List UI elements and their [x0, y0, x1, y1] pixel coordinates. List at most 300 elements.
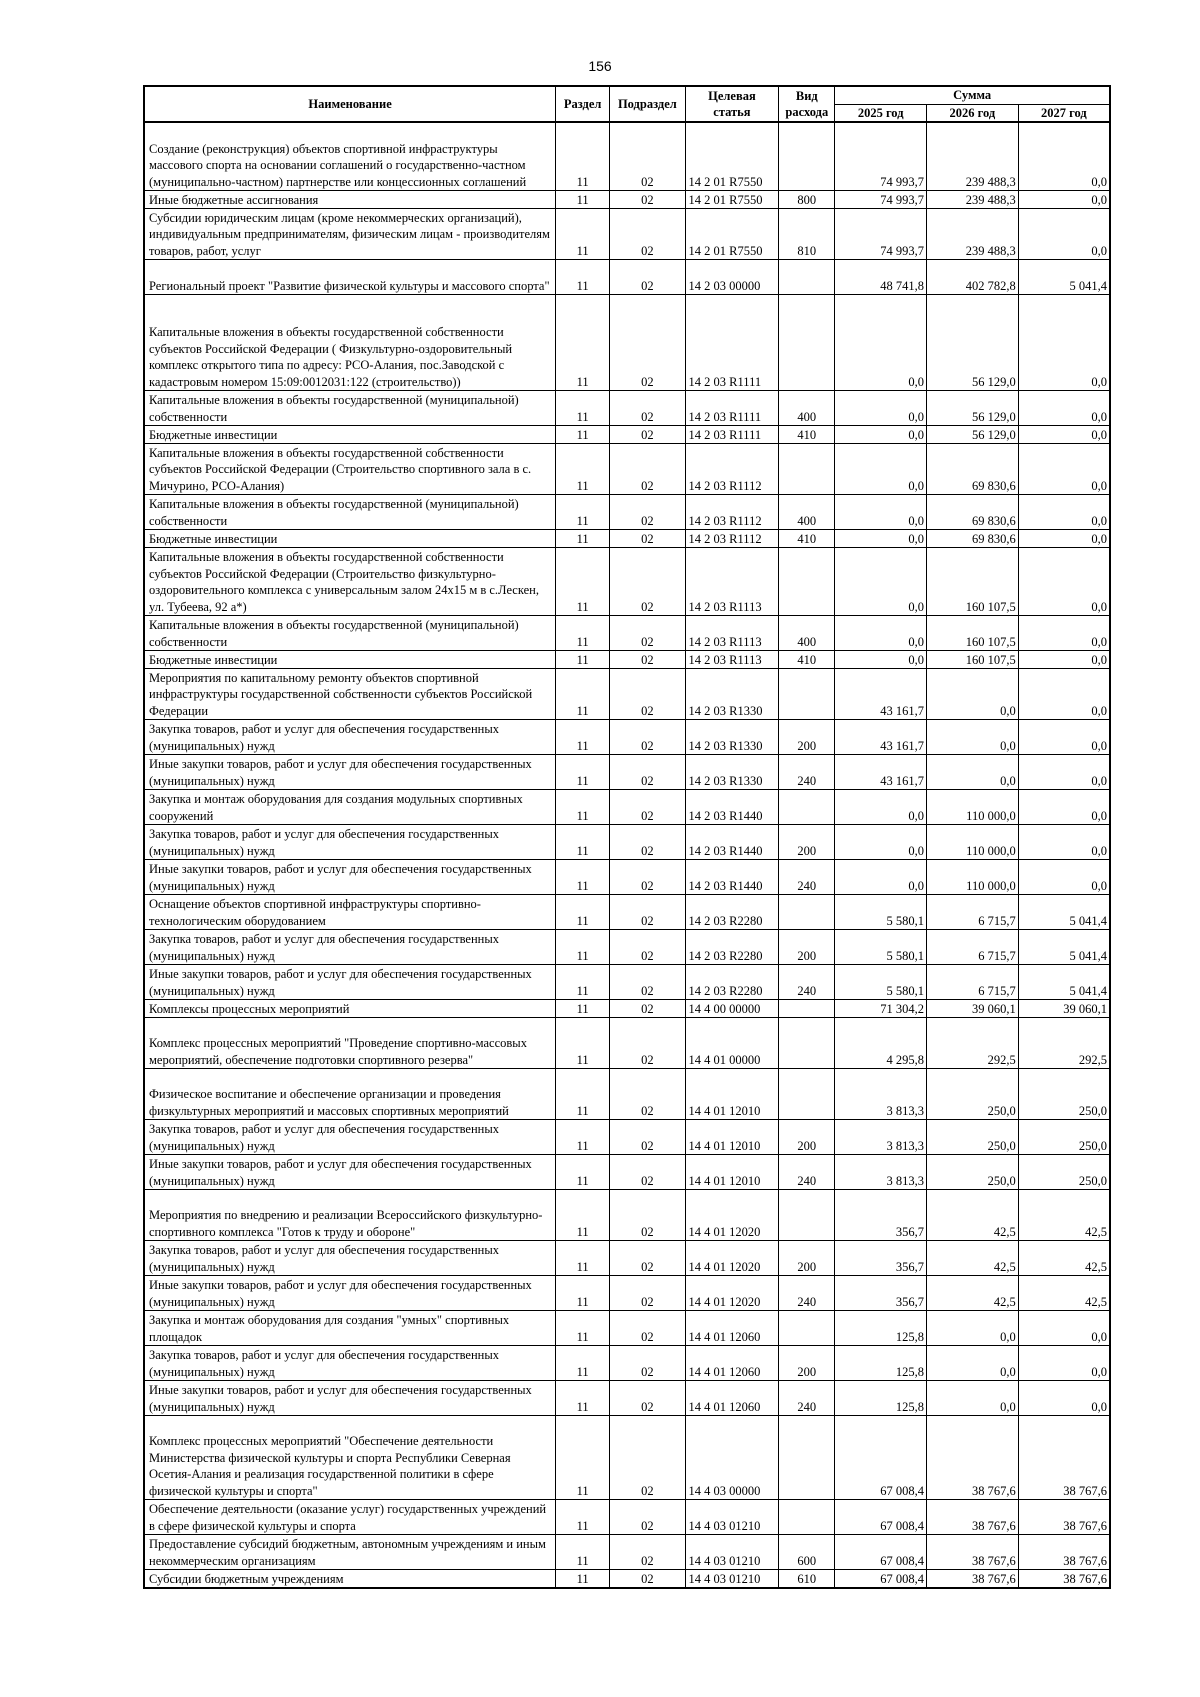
cell-sum-2027: 250,0: [1018, 1069, 1110, 1120]
cell-razdel: 11: [556, 1241, 610, 1276]
table-row: [144, 1120, 1110, 1155]
cell-celevaya-statya: 14 2 03 R1440: [685, 790, 779, 825]
cell-sum-2025: 0,0: [835, 860, 927, 895]
cell-name: Иные закупки товаров, работ и услуг для обеспечения государственных (муниципальных) нужд: [144, 755, 556, 790]
cell-sum-2025: 356,7: [835, 1276, 927, 1311]
cell-sum-2025: 0,0: [835, 444, 927, 495]
table-row: [144, 965, 1110, 1000]
cell-sum-2027: 0,0: [1018, 295, 1110, 391]
cell-sum-2027: 292,5: [1018, 1018, 1110, 1069]
cell-sum-2027: 250,0: [1018, 1120, 1110, 1155]
table-row: [144, 122, 1110, 191]
cell-name: Закупка товаров, работ и услуг для обеспечения государственных (муниципальных) нужд: [144, 720, 556, 755]
cell-sum-2025: 48 741,8: [835, 260, 927, 295]
cell-celevaya-statya: 14 4 03 00000: [685, 1416, 779, 1500]
table-row: [144, 1190, 1110, 1241]
cell-sum-2026: 160 107,5: [927, 651, 1019, 669]
cell-sum-2025: 5 580,1: [835, 965, 927, 1000]
cell-sum-2025: 5 580,1: [835, 930, 927, 965]
cell-sum-2025: 0,0: [835, 426, 927, 444]
cell-celevaya-statya: 14 2 03 R2280: [685, 930, 779, 965]
cell-name: Закупка и монтаж оборудования для создания модульных спортивных сооружений: [144, 790, 556, 825]
table-row: [144, 669, 1110, 720]
cell-sum-2025: 5 580,1: [835, 895, 927, 930]
cell-vid-rashoda: [779, 1000, 835, 1018]
cell-celevaya-statya: 14 4 01 12060: [685, 1346, 779, 1381]
cell-name: Закупка товаров, работ и услуг для обеспечения государственных (муниципальных) нужд: [144, 1346, 556, 1381]
cell-sum-2027: 0,0: [1018, 122, 1110, 191]
cell-sum-2025: 125,8: [835, 1381, 927, 1416]
table-row: [144, 1535, 1110, 1570]
cell-vid-rashoda: [779, 1190, 835, 1241]
cell-name: Комплекс процессных мероприятий "Проведение спортивно-массовых мероприятий, обеспечение подготовки спортивного резерва": [144, 1018, 556, 1069]
table-row: [144, 1311, 1110, 1346]
cell-name: Иные закупки товаров, работ и услуг для обеспечения государственных (муниципальных) нужд: [144, 860, 556, 895]
cell-name: Бюджетные инвестиции: [144, 651, 556, 669]
cell-name: Иные закупки товаров, работ и услуг для обеспечения государственных (муниципальных) нужд: [144, 1155, 556, 1190]
cell-sum-2027: 38 767,6: [1018, 1500, 1110, 1535]
cell-razdel: 11: [556, 530, 610, 548]
table-row: [144, 260, 1110, 295]
cell-razdel: 11: [556, 122, 610, 191]
cell-sum-2025: 0,0: [835, 391, 927, 426]
table-body: [144, 122, 1110, 1588]
header-podrazdel: Подраздел: [610, 86, 685, 122]
cell-podrazdel: 02: [610, 122, 685, 191]
cell-sum-2026: 6 715,7: [927, 930, 1019, 965]
cell-name: Оснащение объектов спортивной инфраструктуры спортивно-технологическим оборудованием: [144, 895, 556, 930]
cell-razdel: 11: [556, 548, 610, 616]
cell-sum-2027: 0,0: [1018, 720, 1110, 755]
cell-podrazdel: 02: [610, 1416, 685, 1500]
cell-razdel: 11: [556, 1155, 610, 1190]
cell-celevaya-statya: 14 2 03 R1113: [685, 651, 779, 669]
cell-celevaya-statya: 14 4 01 12010: [685, 1120, 779, 1155]
cell-name: Капитальные вложения в объекты государственной (муниципальной) собственности: [144, 495, 556, 530]
cell-name: Создание (реконструкция) объектов спортивной инфраструктуры массового спорта на основании соглашений о государственно-частном (муниципально-частном) партнерстве или концессионных соглашений: [144, 122, 556, 191]
table-row: [144, 651, 1110, 669]
cell-podrazdel: 02: [610, 260, 685, 295]
cell-celevaya-statya: 14 2 03 R1112: [685, 495, 779, 530]
cell-sum-2026: 292,5: [927, 1018, 1019, 1069]
cell-podrazdel: 02: [610, 651, 685, 669]
cell-celevaya-statya: 14 4 01 12060: [685, 1381, 779, 1416]
cell-vid-rashoda: 600: [779, 1535, 835, 1570]
cell-sum-2025: 356,7: [835, 1190, 927, 1241]
header-name: Наименование: [144, 86, 556, 122]
cell-sum-2025: 0,0: [835, 295, 927, 391]
cell-podrazdel: 02: [610, 965, 685, 1000]
cell-celevaya-statya: 14 4 01 12020: [685, 1190, 779, 1241]
header-razdel: Раздел: [556, 86, 610, 122]
cell-sum-2027: 0,0: [1018, 1381, 1110, 1416]
cell-podrazdel: 02: [610, 1018, 685, 1069]
cell-sum-2027: 0,0: [1018, 548, 1110, 616]
cell-vid-rashoda: [779, 444, 835, 495]
cell-podrazdel: 02: [610, 930, 685, 965]
table-row: [144, 616, 1110, 651]
cell-sum-2026: 42,5: [927, 1276, 1019, 1311]
cell-sum-2025: 67 008,4: [835, 1570, 927, 1589]
cell-sum-2027: 39 060,1: [1018, 1000, 1110, 1018]
cell-sum-2026: 69 830,6: [927, 530, 1019, 548]
cell-name: Физическое воспитание и обеспечение организации и проведения физкультурных мероприятий и массовых спортивных мероприятий: [144, 1069, 556, 1120]
cell-sum-2025: 74 993,7: [835, 209, 927, 260]
cell-vid-rashoda: 240: [779, 965, 835, 1000]
cell-celevaya-statya: 14 4 01 12020: [685, 1276, 779, 1311]
budget-table: [143, 85, 1111, 1589]
cell-sum-2026: 38 767,6: [927, 1535, 1019, 1570]
cell-celevaya-statya: 14 4 01 12010: [685, 1069, 779, 1120]
cell-razdel: 11: [556, 1069, 610, 1120]
cell-razdel: 11: [556, 1381, 610, 1416]
cell-sum-2026: 239 488,3: [927, 191, 1019, 209]
cell-sum-2027: 0,0: [1018, 1346, 1110, 1381]
cell-name: Закупка и монтаж оборудования для создания "умных" спортивных площадок: [144, 1311, 556, 1346]
cell-celevaya-statya: 14 4 01 12010: [685, 1155, 779, 1190]
cell-vid-rashoda: 240: [779, 860, 835, 895]
cell-sum-2026: 56 129,0: [927, 426, 1019, 444]
cell-podrazdel: 02: [610, 720, 685, 755]
table-header: [144, 86, 1110, 122]
cell-name: Иные закупки товаров, работ и услуг для обеспечения государственных (муниципальных) нужд: [144, 1381, 556, 1416]
table-row: [144, 860, 1110, 895]
cell-sum-2026: 0,0: [927, 720, 1019, 755]
cell-sum-2027: 42,5: [1018, 1190, 1110, 1241]
cell-name: Иные закупки товаров, работ и услуг для обеспечения государственных (муниципальных) нужд: [144, 965, 556, 1000]
cell-vid-rashoda: [779, 260, 835, 295]
cell-razdel: 11: [556, 616, 610, 651]
cell-podrazdel: 02: [610, 1155, 685, 1190]
cell-sum-2025: 0,0: [835, 495, 927, 530]
cell-razdel: 11: [556, 191, 610, 209]
cell-sum-2026: 39 060,1: [927, 1000, 1019, 1018]
cell-vid-rashoda: 810: [779, 209, 835, 260]
table-row: [144, 295, 1110, 391]
cell-name: Закупка товаров, работ и услуг для обеспечения государственных (муниципальных) нужд: [144, 930, 556, 965]
cell-sum-2025: 0,0: [835, 616, 927, 651]
table-row: [144, 1570, 1110, 1589]
cell-razdel: 11: [556, 651, 610, 669]
cell-sum-2027: 5 041,4: [1018, 930, 1110, 965]
cell-celevaya-statya: 14 2 03 R1330: [685, 720, 779, 755]
cell-podrazdel: 02: [610, 1381, 685, 1416]
table-row: [144, 1416, 1110, 1500]
cell-razdel: 11: [556, 444, 610, 495]
cell-sum-2025: 71 304,2: [835, 1000, 927, 1018]
cell-sum-2026: 110 000,0: [927, 790, 1019, 825]
cell-sum-2025: 4 295,8: [835, 1018, 927, 1069]
cell-name: Предоставление субсидий бюджетным, автономным учреждениям и иным некоммерческим организациям: [144, 1535, 556, 1570]
cell-vid-rashoda: [779, 1069, 835, 1120]
cell-podrazdel: 02: [610, 1120, 685, 1155]
cell-sum-2025: 0,0: [835, 790, 927, 825]
cell-name: Обеспечение деятельности (оказание услуг) государственных учреждений в сфере физической культуры и спорта: [144, 1500, 556, 1535]
cell-razdel: 11: [556, 720, 610, 755]
cell-sum-2026: 0,0: [927, 1381, 1019, 1416]
cell-celevaya-statya: 14 2 03 R1330: [685, 669, 779, 720]
cell-sum-2026: 250,0: [927, 1069, 1019, 1120]
cell-name: Закупка товаров, работ и услуг для обеспечения государственных (муниципальных) нужд: [144, 825, 556, 860]
cell-podrazdel: 02: [610, 1190, 685, 1241]
cell-sum-2026: 0,0: [927, 1346, 1019, 1381]
cell-celevaya-statya: 14 2 03 R1440: [685, 860, 779, 895]
cell-celevaya-statya: 14 2 03 R1112: [685, 444, 779, 495]
cell-vid-rashoda: 200: [779, 825, 835, 860]
cell-name: Капитальные вложения в объекты государственной собственности субъектов Российской Федерации (Строительство спортивного зала в с. Мичурино, РСО-Алания): [144, 444, 556, 495]
cell-sum-2027: 0,0: [1018, 391, 1110, 426]
cell-sum-2026: 38 767,6: [927, 1500, 1019, 1535]
cell-sum-2027: 0,0: [1018, 825, 1110, 860]
table-row: [144, 755, 1110, 790]
table-row: [144, 444, 1110, 495]
cell-sum-2025: 43 161,7: [835, 669, 927, 720]
cell-razdel: 11: [556, 965, 610, 1000]
cell-sum-2026: 110 000,0: [927, 860, 1019, 895]
cell-sum-2027: 0,0: [1018, 860, 1110, 895]
table-row: [144, 209, 1110, 260]
table-row: [144, 530, 1110, 548]
cell-celevaya-statya: 14 2 03 R1111: [685, 295, 779, 391]
cell-name: Иные закупки товаров, работ и услуг для обеспечения государственных (муниципальных) нужд: [144, 1276, 556, 1311]
header-vid-rashoda: Вид расхода: [779, 86, 835, 122]
table-row: [144, 495, 1110, 530]
cell-celevaya-statya: 14 2 03 R1111: [685, 426, 779, 444]
cell-sum-2026: 42,5: [927, 1241, 1019, 1276]
cell-celevaya-statya: 14 2 03 R1112: [685, 530, 779, 548]
cell-sum-2026: 56 129,0: [927, 295, 1019, 391]
cell-podrazdel: 02: [610, 860, 685, 895]
cell-razdel: 11: [556, 1500, 610, 1535]
cell-celevaya-statya: 14 4 00 00000: [685, 1000, 779, 1018]
cell-razdel: 11: [556, 1311, 610, 1346]
cell-name: Комплексы процессных мероприятий: [144, 1000, 556, 1018]
cell-vid-rashoda: 240: [779, 1155, 835, 1190]
cell-name: Капитальные вложения в объекты государственной (муниципальной) собственности: [144, 616, 556, 651]
cell-name: Субсидии бюджетным учреждениям: [144, 1570, 556, 1589]
cell-razdel: 11: [556, 1570, 610, 1589]
cell-vid-rashoda: [779, 1500, 835, 1535]
cell-vid-rashoda: 410: [779, 426, 835, 444]
cell-podrazdel: 02: [610, 790, 685, 825]
cell-razdel: 11: [556, 1346, 610, 1381]
table-row: [144, 825, 1110, 860]
table-row: [144, 1155, 1110, 1190]
table-row: [144, 391, 1110, 426]
cell-sum-2027: 0,0: [1018, 1311, 1110, 1346]
page-number: 156: [588, 58, 612, 74]
cell-vid-rashoda: [779, 122, 835, 191]
cell-name: Иные бюджетные ассигнования: [144, 191, 556, 209]
cell-vid-rashoda: 800: [779, 191, 835, 209]
cell-vid-rashoda: [779, 295, 835, 391]
cell-sum-2026: 69 830,6: [927, 495, 1019, 530]
cell-sum-2026: 0,0: [927, 1311, 1019, 1346]
cell-vid-rashoda: 200: [779, 930, 835, 965]
cell-sum-2025: 3 813,3: [835, 1069, 927, 1120]
cell-razdel: 11: [556, 1276, 610, 1311]
cell-sum-2027: 0,0: [1018, 651, 1110, 669]
cell-celevaya-statya: 14 2 01 R7550: [685, 122, 779, 191]
cell-name: Капитальные вложения в объекты государственной собственности субъектов Российской Федерации ( Физкультурно-оздоровительный комплекс открытого типа по адресу: РСО-Алания, пос.Заводской с кадастровым номером 15:09:0012031:122 (строительство)): [144, 295, 556, 391]
cell-podrazdel: 02: [610, 669, 685, 720]
cell-razdel: 11: [556, 895, 610, 930]
table-row: [144, 1241, 1110, 1276]
cell-sum-2026: 6 715,7: [927, 965, 1019, 1000]
table-row: [144, 895, 1110, 930]
cell-name: Капитальные вложения в объекты государственной собственности субъектов Российской Федерации (Строительство физкультурно-оздоровительного комплекса с универсальным залом 24х15 м в с.Лескен, ул. Тубеева, 92 а*): [144, 548, 556, 616]
cell-sum-2027: 42,5: [1018, 1241, 1110, 1276]
cell-celevaya-statya: 14 2 03 R1440: [685, 825, 779, 860]
cell-vid-rashoda: [779, 548, 835, 616]
cell-name: Бюджетные инвестиции: [144, 530, 556, 548]
cell-sum-2025: 3 813,3: [835, 1155, 927, 1190]
header-celevaya-statya: Целевая статья: [685, 86, 779, 122]
cell-sum-2025: 356,7: [835, 1241, 927, 1276]
cell-sum-2027: 0,0: [1018, 669, 1110, 720]
cell-sum-2026: 250,0: [927, 1155, 1019, 1190]
cell-razdel: 11: [556, 755, 610, 790]
table-row: [144, 930, 1110, 965]
cell-vid-rashoda: 200: [779, 720, 835, 755]
cell-name: Мероприятия по капитальному ремонту объектов спортивной инфраструктуры государственной собственности субъектов Российской Федерации: [144, 669, 556, 720]
table-row: [144, 790, 1110, 825]
cell-podrazdel: 02: [610, 426, 685, 444]
cell-sum-2027: 5 041,4: [1018, 895, 1110, 930]
cell-celevaya-statya: 14 4 03 01210: [685, 1535, 779, 1570]
cell-sum-2027: 0,0: [1018, 191, 1110, 209]
cell-razdel: 11: [556, 825, 610, 860]
cell-sum-2025: 125,8: [835, 1346, 927, 1381]
cell-celevaya-statya: 14 4 01 12060: [685, 1311, 779, 1346]
cell-sum-2027: 42,5: [1018, 1276, 1110, 1311]
cell-razdel: 11: [556, 426, 610, 444]
cell-podrazdel: 02: [610, 548, 685, 616]
cell-sum-2025: 3 813,3: [835, 1120, 927, 1155]
cell-razdel: 11: [556, 860, 610, 895]
cell-sum-2027: 38 767,6: [1018, 1570, 1110, 1589]
cell-sum-2025: 0,0: [835, 530, 927, 548]
cell-sum-2025: 43 161,7: [835, 720, 927, 755]
cell-sum-2026: 250,0: [927, 1120, 1019, 1155]
cell-name: Региональный проект "Развитие физической культуры и массового спорта": [144, 260, 556, 295]
table-row: [144, 1346, 1110, 1381]
cell-vid-rashoda: [779, 790, 835, 825]
table-row: [144, 548, 1110, 616]
header-year-2025: 2025 год: [835, 104, 927, 122]
cell-razdel: 11: [556, 391, 610, 426]
cell-podrazdel: 02: [610, 1535, 685, 1570]
cell-vid-rashoda: 200: [779, 1241, 835, 1276]
cell-sum-2027: 0,0: [1018, 790, 1110, 825]
cell-vid-rashoda: 410: [779, 651, 835, 669]
cell-sum-2026: 160 107,5: [927, 548, 1019, 616]
cell-podrazdel: 02: [610, 191, 685, 209]
cell-vid-rashoda: 400: [779, 391, 835, 426]
cell-sum-2026: 160 107,5: [927, 616, 1019, 651]
cell-sum-2026: 38 767,6: [927, 1570, 1019, 1589]
cell-sum-2026: 69 830,6: [927, 444, 1019, 495]
cell-vid-rashoda: 400: [779, 616, 835, 651]
cell-name: Мероприятия по внедрению и реализации Всероссийского физкультурно-спортивного комплекса "Готов к труду и обороне": [144, 1190, 556, 1241]
cell-celevaya-statya: 14 2 03 R1111: [685, 391, 779, 426]
cell-sum-2025: 74 993,7: [835, 191, 927, 209]
cell-name: Капитальные вложения в объекты государственной (муниципальной) собственности: [144, 391, 556, 426]
cell-celevaya-statya: 14 4 01 12020: [685, 1241, 779, 1276]
table-row: [144, 720, 1110, 755]
table-row: [144, 1069, 1110, 1120]
cell-vid-rashoda: [779, 1311, 835, 1346]
cell-podrazdel: 02: [610, 1276, 685, 1311]
cell-podrazdel: 02: [610, 895, 685, 930]
cell-vid-rashoda: [779, 895, 835, 930]
cell-razdel: 11: [556, 1018, 610, 1069]
table-row: [144, 1018, 1110, 1069]
cell-vid-rashoda: 240: [779, 1276, 835, 1311]
cell-celevaya-statya: 14 2 03 R2280: [685, 895, 779, 930]
cell-razdel: 11: [556, 495, 610, 530]
cell-sum-2025: 0,0: [835, 548, 927, 616]
cell-celevaya-statya: 14 2 03 00000: [685, 260, 779, 295]
table-row: [144, 1000, 1110, 1018]
header-year-2026: 2026 год: [927, 104, 1019, 122]
cell-podrazdel: 02: [610, 295, 685, 391]
cell-vid-rashoda: 240: [779, 755, 835, 790]
cell-celevaya-statya: 14 4 01 00000: [685, 1018, 779, 1069]
cell-sum-2027: 0,0: [1018, 209, 1110, 260]
table-row: [144, 1500, 1110, 1535]
cell-sum-2027: 0,0: [1018, 530, 1110, 548]
cell-sum-2026: 42,5: [927, 1190, 1019, 1241]
cell-razdel: 11: [556, 1120, 610, 1155]
cell-podrazdel: 02: [610, 444, 685, 495]
cell-celevaya-statya: 14 4 03 01210: [685, 1500, 779, 1535]
cell-sum-2025: 43 161,7: [835, 755, 927, 790]
cell-razdel: 11: [556, 260, 610, 295]
cell-podrazdel: 02: [610, 825, 685, 860]
cell-vid-rashoda: 410: [779, 530, 835, 548]
cell-podrazdel: 02: [610, 391, 685, 426]
cell-vid-rashoda: [779, 1018, 835, 1069]
cell-podrazdel: 02: [610, 1000, 685, 1018]
cell-podrazdel: 02: [610, 1069, 685, 1120]
cell-podrazdel: 02: [610, 1311, 685, 1346]
cell-podrazdel: 02: [610, 530, 685, 548]
cell-celevaya-statya: 14 2 03 R1113: [685, 548, 779, 616]
cell-sum-2026: 56 129,0: [927, 391, 1019, 426]
cell-sum-2027: 38 767,6: [1018, 1416, 1110, 1500]
cell-name: Субсидии юридическим лицам (кроме некоммерческих организаций), индивидуальным предпринимателям, физическим лицам - производителям товаров, работ, услуг: [144, 209, 556, 260]
cell-vid-rashoda: [779, 669, 835, 720]
cell-vid-rashoda: 200: [779, 1346, 835, 1381]
cell-name: Закупка товаров, работ и услуг для обеспечения государственных (муниципальных) нужд: [144, 1241, 556, 1276]
cell-sum-2027: 0,0: [1018, 444, 1110, 495]
cell-sum-2026: 239 488,3: [927, 122, 1019, 191]
header-year-2027: 2027 год: [1018, 104, 1110, 122]
cell-name: Закупка товаров, работ и услуг для обеспечения государственных (муниципальных) нужд: [144, 1120, 556, 1155]
cell-podrazdel: 02: [610, 755, 685, 790]
cell-celevaya-statya: 14 2 01 R7550: [685, 209, 779, 260]
cell-sum-2025: 67 008,4: [835, 1535, 927, 1570]
cell-celevaya-statya: 14 2 03 R1113: [685, 616, 779, 651]
cell-sum-2026: 110 000,0: [927, 825, 1019, 860]
cell-sum-2025: 0,0: [835, 825, 927, 860]
cell-celevaya-statya: 14 2 03 R2280: [685, 965, 779, 1000]
cell-razdel: 11: [556, 790, 610, 825]
cell-sum-2025: 74 993,7: [835, 122, 927, 191]
cell-celevaya-statya: 14 4 03 01210: [685, 1570, 779, 1589]
cell-sum-2027: 250,0: [1018, 1155, 1110, 1190]
